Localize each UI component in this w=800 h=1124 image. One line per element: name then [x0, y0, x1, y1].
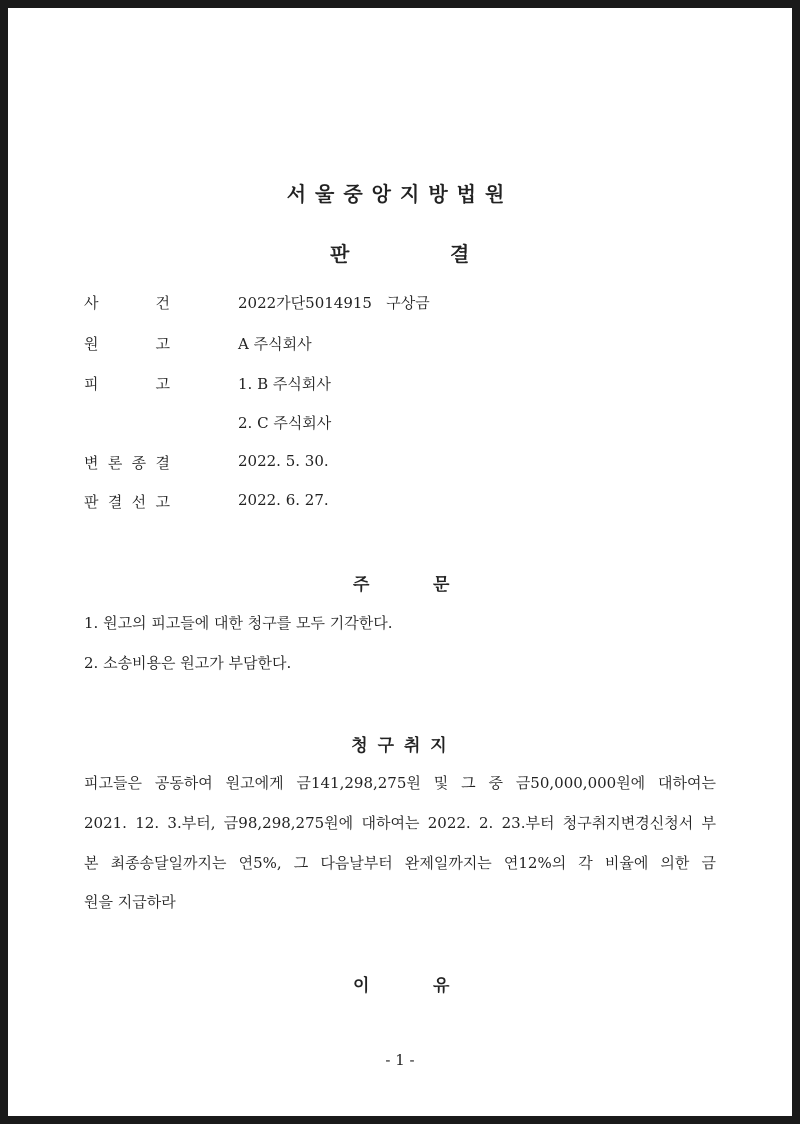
doc-type-2: 결 — [450, 242, 470, 266]
info-label-char: 종 — [131, 454, 147, 472]
info-label-char: 결 — [107, 493, 123, 511]
info-value: 2022. 6. 27. — [238, 491, 329, 509]
claim-line: 2021. 12. 3.부터, 금98,298,275원에 대하여는 2022. 2. 23.부터 청구취지변경신청서 부 — [84, 814, 716, 832]
info-value: A 주식회사 — [238, 335, 312, 353]
info-label-char: 변 — [84, 454, 99, 472]
info-label — [84, 491, 170, 512]
order-item: 2. 소송비용은 원고가 부담한다. — [84, 654, 292, 672]
info-value: 1. B 주식회사 — [238, 375, 331, 393]
claim-line: 원을 지급하라 — [84, 893, 176, 911]
order-heading-2: 문 — [433, 575, 450, 595]
info-label-char: 판 — [84, 493, 99, 511]
doc-type-1: 판 — [330, 242, 350, 266]
court-name: 서울중앙지방법원 — [286, 182, 514, 206]
info-label-char: 고 — [155, 335, 170, 353]
document-page — [8, 8, 792, 1116]
info-label-char: 원 — [84, 335, 99, 353]
info-label-char: 피 — [84, 375, 99, 393]
info-label-char: 선 — [131, 493, 147, 511]
claim-line: 본 최종송달일까지는 연5%, 그 다음날부터 완제일까지는 연12%의 각 비율에 의한 금 — [84, 854, 716, 872]
reason-heading-2: 유 — [433, 976, 450, 996]
page-number: - 1 - — [385, 1051, 415, 1069]
claim-heading: 청 구 취 지 — [351, 736, 449, 756]
info-label — [84, 373, 170, 394]
info-value: 2. C 주식회사 — [238, 414, 332, 432]
info-label — [84, 292, 170, 313]
info-label-char: 고 — [155, 493, 170, 511]
claim-line: 피고들은 공동하여 원고에게 금141,298,275원 및 그 중 금50,000,000원에 대하여는 — [84, 774, 716, 792]
info-value: 2022가단5014915 구상금 — [238, 294, 430, 312]
info-label — [84, 333, 170, 354]
info-label-char: 결 — [155, 454, 170, 472]
order-item: 1. 원고의 피고들에 대한 청구를 모두 기각한다. — [84, 614, 393, 632]
info-label-char: 건 — [155, 294, 170, 312]
order-heading-1: 주 — [353, 575, 370, 595]
info-label-char: 론 — [107, 454, 123, 472]
info-value: 2022. 5. 30. — [238, 452, 329, 470]
info-label-char: 고 — [155, 375, 170, 393]
info-label-char: 사 — [84, 294, 99, 312]
reason-heading-1: 이 — [353, 976, 370, 996]
info-label — [84, 452, 170, 473]
